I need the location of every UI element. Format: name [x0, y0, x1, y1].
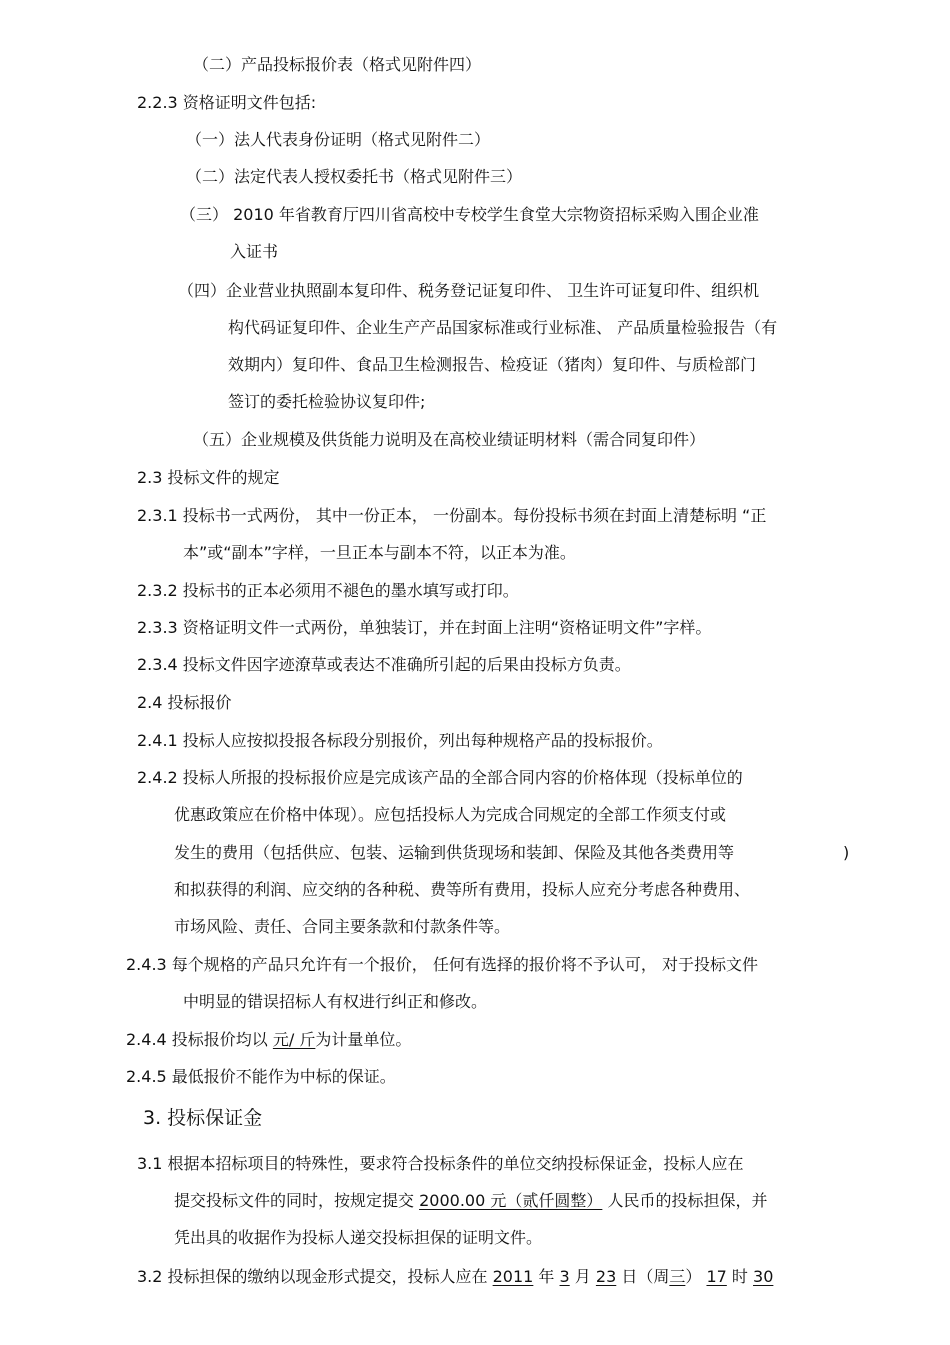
text-line: 2.3.3 资格证明文件一式两份，单独装订，并在封面上注明“资格证明文件”字样。	[137, 618, 712, 637]
text-span: 为计量单位。	[315, 1030, 412, 1049]
text-line: 效期内）复印件、食品卫生检测报告、检疫证（猪肉）复印件、与质检部门	[228, 355, 757, 374]
text-span: 日（周	[616, 1267, 670, 1286]
text-line: 签订的委托检验协议复印件;	[228, 392, 426, 411]
text-line-2-4-4	[126, 1029, 411, 1051]
deposit-hour: 17	[706, 1267, 727, 1286]
text-line: 2.4.3 每个规格的产品只允许有一个报价， 任何有选择的报价将不予认可， 对于投标文件	[126, 955, 758, 974]
text-line: 2.4.1 投标人应按拟投报各标段分别报价，列出每种规格产品的投标报价。	[137, 731, 663, 750]
text-line: 构代码证复印件、企业生产产品国家标准或行业标准、 产品质量检验报告（有	[228, 318, 778, 337]
text-line-3-2	[137, 1266, 773, 1288]
deposit-weekday: 三	[669, 1267, 686, 1286]
text-line: 2.3.2 投标书的正本必须用不褪色的墨水填写或打印。	[137, 581, 519, 600]
text-span: 人民币的投标担保，并	[602, 1191, 768, 1210]
text-line: 中明显的错误招标人有权进行纠正和修改。	[183, 992, 488, 1011]
section-heading-2-3: 2.3 投标文件的规定	[137, 468, 280, 487]
text-span: 3.2 投标担保的缴纳以现金形式提交，投标人应在	[137, 1267, 493, 1286]
text-span: 提交投标文件的同时，按规定提交	[174, 1191, 420, 1210]
text-line: （二）法定代表人授权委托书（格式见附件三）	[186, 167, 523, 186]
text-line: 2.4.5 最低报价不能作为中标的保证。	[126, 1067, 396, 1086]
text-line: 2.4.2 投标人所报的投标报价应是完成该产品的全部合同内容的价格体现（投标单位的	[137, 768, 743, 787]
text-line: 入证书	[230, 242, 279, 261]
text-span: 2.4.4 投标报价均以	[126, 1030, 273, 1049]
closing-paren: )	[843, 843, 850, 862]
text-line: 2.3.1 投标书一式两份， 其中一份正本， 一份副本。每份投标书须在封面上清楚标明 “正	[137, 506, 767, 525]
text-line: 优惠政策应在价格中体现）。应包括投标人为完成合同规定的全部工作须支付或	[174, 805, 727, 824]
text-line: 发生的费用（包括供应、包装、运输到供货现场和装卸、保险及其他各类费用等	[174, 843, 735, 862]
deposit-amount: 2000.00 元（贰仟圆整）	[419, 1191, 603, 1210]
text-line: （四）企业营业执照副本复印件、税务登记证复印件、 卫生许可证复印件、组织机	[178, 281, 760, 300]
text-line: 市场风险、责任、合同主要条款和付款条件等。	[174, 917, 511, 936]
section-heading-2-4: 2.4 投标报价	[137, 693, 232, 712]
text-line: 本”或“副本”字样，一旦正本与副本不符，以正本为准。	[183, 543, 576, 562]
deposit-month: 3	[559, 1267, 570, 1286]
text-line: 和拟获得的利润、应交纳的各种税、费等所有费用，投标人应充分考虑各种费用、	[174, 880, 751, 899]
text-line: （二）产品投标报价表（格式见附件四）	[193, 55, 482, 74]
price-unit: 元/ 斤	[272, 1030, 316, 1049]
text-span: ）	[685, 1267, 707, 1286]
text-span: 月	[569, 1267, 596, 1286]
section-heading-2-2-3: 2.2.3 资格证明文件包括:	[137, 93, 317, 112]
text-span: 年	[533, 1267, 560, 1286]
text-line: （一）法人代表身份证明（格式见附件二）	[186, 130, 491, 149]
deposit-day: 23	[595, 1267, 617, 1286]
deposit-minute: 30	[753, 1267, 774, 1286]
text-line: （五）企业规模及供货能力说明及在高校业绩证明材料（需合同复印件）	[193, 430, 706, 449]
deposit-year: 2011	[492, 1267, 534, 1286]
text-span: 时	[726, 1267, 754, 1286]
text-line: 3.1 根据本招标项目的特殊性，要求符合投标条件的单位交纳投标保证金，投标人应在	[137, 1154, 744, 1173]
text-line-deposit	[174, 1190, 767, 1212]
text-line: （三） 2010 年省教育厅四川省高校中专校学生食堂大宗物资招标采购入围企业准	[180, 205, 759, 224]
section-heading-3: 3. 投标保证金	[143, 1107, 263, 1129]
text-line: 凭出具的收据作为投标人递交投标担保的证明文件。	[174, 1228, 543, 1247]
text-line: 2.3.4 投标文件因字迹潦草或表达不准确所引起的后果由投标方负责。	[137, 655, 631, 674]
